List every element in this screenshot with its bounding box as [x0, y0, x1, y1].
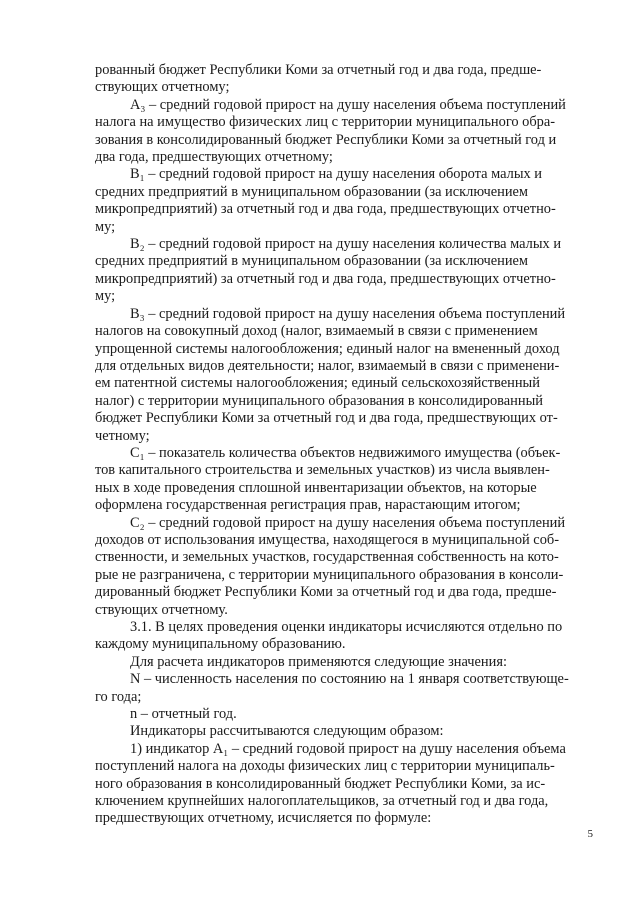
paragraph-10	[95, 671, 594, 706]
text-line: Индикаторы рассчитываются следующим образом:	[130, 723, 444, 740]
text-line: ствующих отчетному.	[95, 601, 228, 618]
text-line: налогов на совокупный доход (налог, взимаемый в связи с применением	[95, 323, 538, 340]
text-line: С₁ – показатель количества объектов недвижимого имущества (объек-	[130, 444, 561, 461]
text-line: рые не разграничена, с территории муниципального образования в консоли-	[95, 566, 564, 583]
paragraph-11	[95, 706, 594, 723]
text-line: В₃ – средний годовой прирост на душу населения объема поступлений	[130, 305, 566, 322]
text-line: два года, предшествующих отчетному;	[95, 149, 333, 166]
page-number: 5	[587, 828, 593, 840]
text-line: В₂ – средний годовой прирост на душу населения количества малых и	[130, 236, 562, 253]
text-line: дированный бюджет Республики Коми за отчетный год и два года, предше-	[95, 584, 557, 601]
text-line: рованный бюджет Республики Коми за отчетный год и два года, предше-	[95, 62, 542, 78]
text-line: доходов от использования имущества, находящегося в муниципальной соб-	[95, 531, 560, 548]
body-text	[95, 62, 594, 828]
text-line: средних предприятий в муниципальном образовании (за исключением	[95, 183, 529, 200]
text-line: N – численность населения по состоянию на 1 января соответствующе-	[130, 671, 569, 688]
paragraph-5	[95, 306, 594, 445]
text-line: ного образования в консолидированный бюджет Республики Коми, за ис-	[95, 775, 546, 792]
paragraph-3	[95, 166, 594, 236]
text-line: ключением крупнейших налогоплательщиков, за отчетный год и два года,	[95, 793, 549, 810]
paragraph-6	[95, 445, 594, 515]
text-line: му;	[95, 288, 116, 305]
text-line: 1) индикатор А₁ – средний годовой прирост на душу населения объема	[130, 740, 566, 757]
text-line: n – отчетный год.	[130, 706, 237, 723]
text-line: ствующих отчетному;	[95, 79, 230, 96]
text-line: го года;	[95, 688, 142, 705]
text-line: бюджет Республики Коми за отчетный год и два года, предшествующих от-	[95, 410, 558, 427]
text-line: предшествующих отчетному, исчисляется по формуле:	[95, 810, 432, 827]
text-line: упрощенной системы налогообложения; единый налог на вмененный доход	[95, 340, 560, 357]
text-line: ем патентной системы налогообложения; единый сельскохозяйственный	[95, 375, 540, 392]
text-line: оформлена государственная регистрация прав, нарастающим итогом;	[95, 497, 521, 514]
text-line: для отдельных видов деятельности; налог, взимаемый в связи с применени-	[95, 357, 560, 374]
paragraph-9	[95, 654, 594, 671]
text-line: С₂ – средний годовой прирост на душу населения объема поступлений	[130, 514, 566, 531]
text-line: 3.1. В целях проведения оценки индикаторы исчисляются отдельно по	[130, 619, 563, 635]
paragraph-8	[95, 619, 594, 654]
text-line: четному;	[95, 427, 150, 444]
text-line: каждому муниципальному образованию.	[95, 636, 346, 653]
text-line: тов капитального строительства и земельных участков) из числа выявлен-	[95, 462, 550, 479]
text-line: зования в консолидированный бюджет Республики Коми за отчетный год и	[95, 131, 557, 148]
text-line: Для расчета индикаторов применяются следующие значения:	[130, 653, 507, 670]
paragraph-1	[95, 62, 594, 97]
paragraph-2	[95, 97, 594, 167]
text-line: А₃ – средний годовой прирост на душу населения объема поступлений	[130, 96, 566, 113]
text-line: микропредприятий) за отчетный год и два года, предшествующих отчетно-	[95, 270, 556, 287]
text-line: налога на имущество физических лиц с территории муниципального обра-	[95, 114, 556, 131]
text-line: средних предприятий в муниципальном образовании (за исключением	[95, 253, 529, 270]
paragraph-4	[95, 236, 594, 306]
text-line: му;	[95, 218, 116, 235]
text-line: поступлений налога на доходы физических лиц с территории муниципаль-	[95, 758, 555, 775]
text-line: ственности, и земельных участков, государственная собственность на кото-	[95, 549, 559, 566]
paragraph-7	[95, 515, 594, 619]
paragraph-13	[95, 741, 594, 828]
text-line: В₁ – средний годовой прирост на душу населения оборота малых и	[130, 166, 542, 183]
text-line: ных в ходе проведения сплошной инвентаризации объектов, на которые	[95, 479, 537, 496]
paragraph-12	[95, 723, 594, 740]
text-line: налог) с территории муниципального образования в консолидированный	[95, 392, 543, 409]
text-line: микропредприятий) за отчетный год и два года, предшествующих отчетно-	[95, 201, 556, 218]
